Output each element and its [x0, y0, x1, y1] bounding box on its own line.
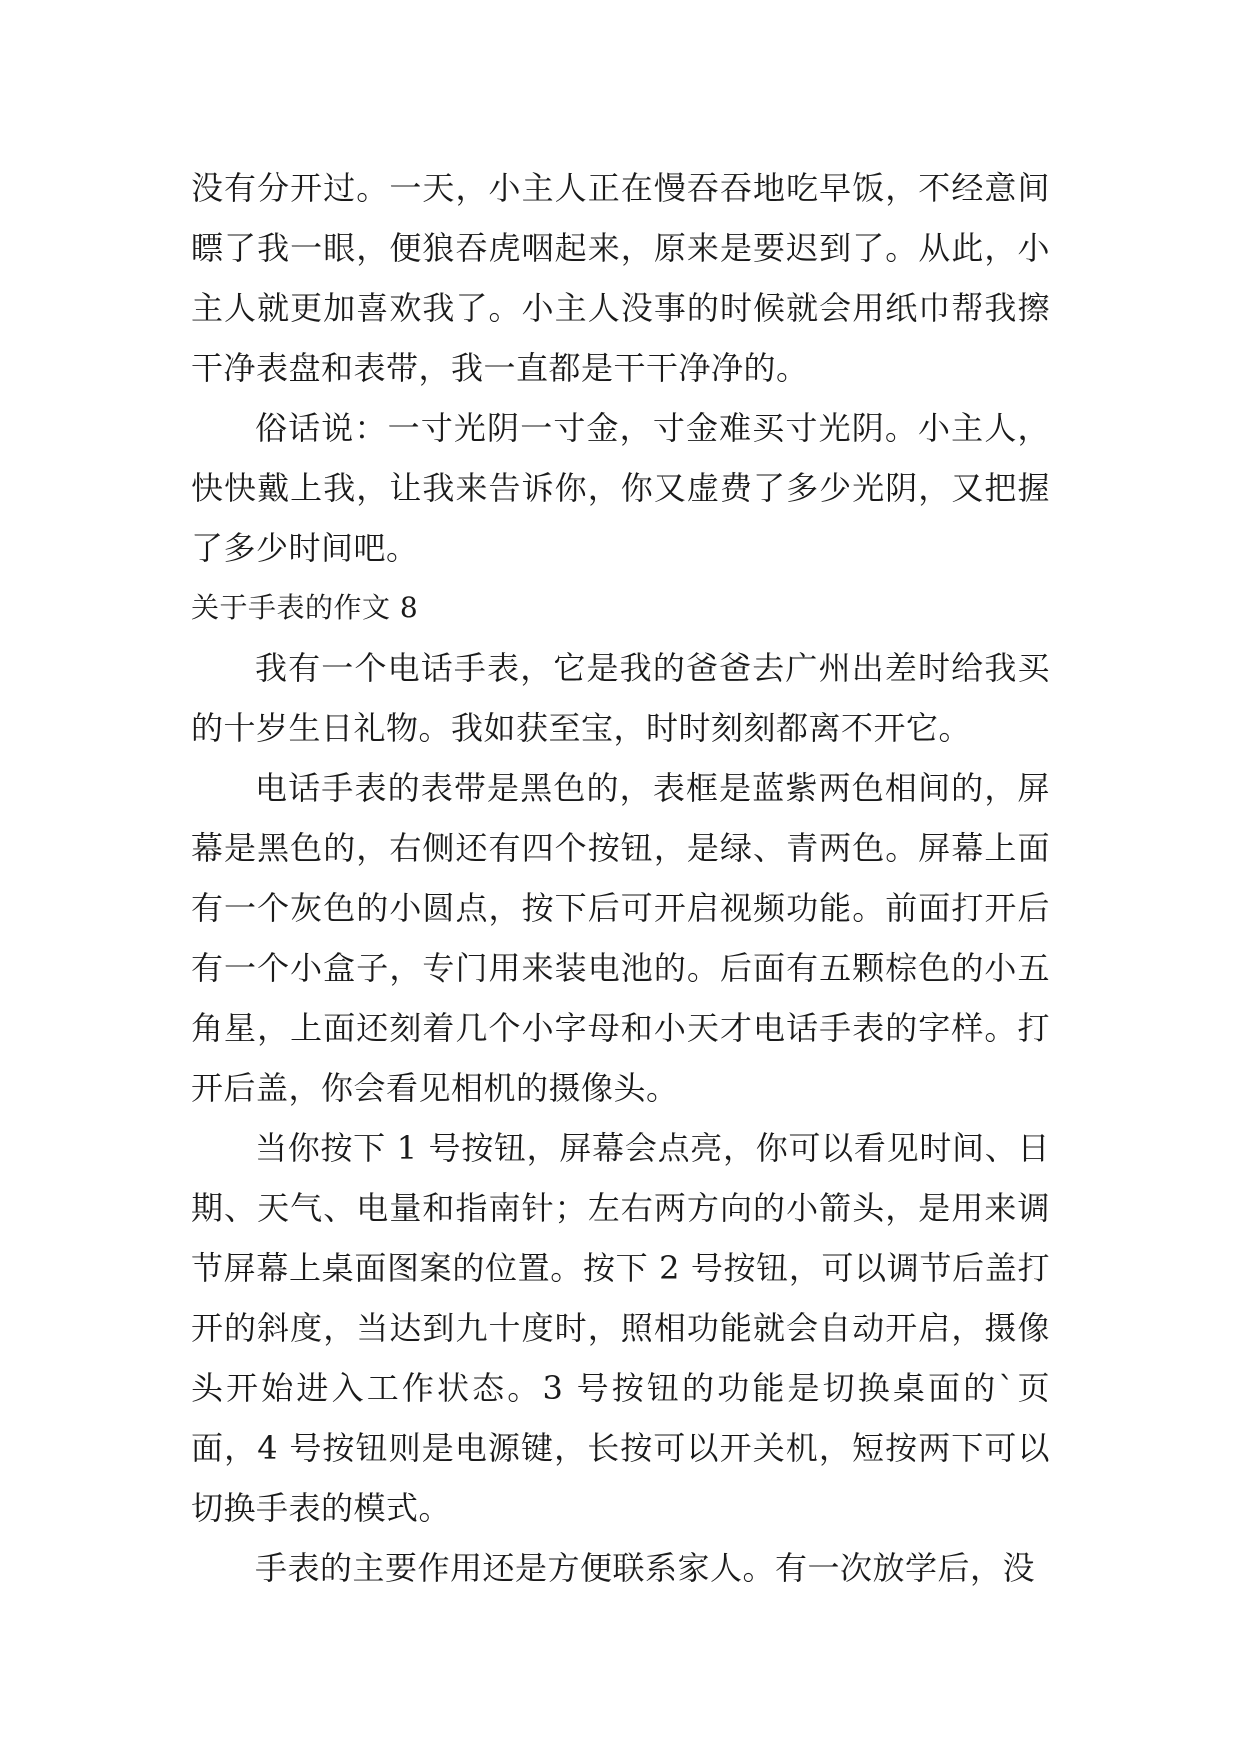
paragraph-proverb: 俗话说：一寸光阴一寸金，寸金难买寸光阴。小主人，快快戴上我，让我来告诉你，你又虚费了多少光阴，又把握了多少时间吧。 — [191, 409, 1050, 567]
paragraph-usage: 手表的主要作用还是方便联系家人。有一次放学后，没 — [255, 1549, 1036, 1587]
paragraph-intro: 我有一个电话手表，它是我的爸爸去广州出差时给我买的十岁生日礼物。我如获至宝，时时刻刻都离不开它。 — [191, 649, 1050, 747]
paragraph-appearance: 电话手表的表带是黑色的，表框是蓝紫两色相间的，屏幕是黑色的，右侧还有四个按钮，是绿、青两色。屏幕上面有一个灰色的小圆点，按下后可开启视频功能。前面打开后有一个小盒子，专门用来装电池的。后面有五颗棕色的小五角星，上面还刻着几个小字母和小天才电话手表的字样。打开后盖，你会看见相机的摄像头。 — [191, 769, 1050, 1107]
document-body — [191, 158, 1050, 1598]
paragraph-buttons: 当你按下 1 号按钮，屏幕会点亮，你可以看见时间、日期、天气、电量和指南针；左右两方向的小箭头，是用来调节屏幕上桌面图案的位置。按下 2 号按钮，可以调节后盖打开的斜度，当达到九十度时，照相功能就会自动开启，摄像头开始进入工作状态。3 号按钮的功能是切换桌面的`页面，4 号按钮则是电源键，长按可以开关机，短按两下可以切换手表的模式。 — [191, 1129, 1050, 1527]
section-heading: 关于手表的作文 8 — [191, 591, 419, 624]
paragraph-continuation: 没有分开过。一天，小主人正在慢吞吞地吃早饭，不经意间瞟了我一眼，便狼吞虎咽起来，原来是要迟到了。从此，小主人就更加喜欢我了。小主人没事的时候就会用纸巾帮我擦干净表盘和表带，我一直都是干干净净的。 — [191, 169, 1050, 387]
